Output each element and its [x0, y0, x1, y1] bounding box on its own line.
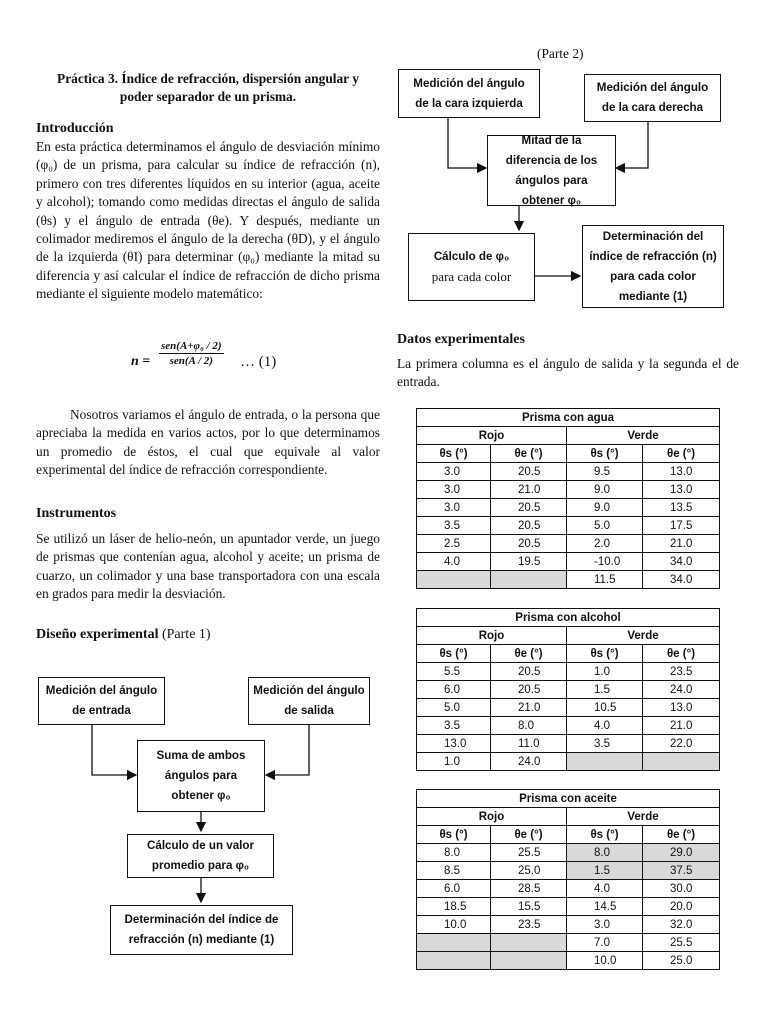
box-mitad-diferencia: Mitad de la diferencia de los ángulos para obtener φ₀ — [487, 135, 616, 206]
table-aceite — [416, 789, 720, 970]
table-row — [417, 717, 720, 735]
table-cell: 21.0 — [643, 535, 720, 553]
header-theta-s: θs (°) — [417, 826, 491, 844]
table-cell: 20.5 — [491, 663, 567, 681]
box-medicion-entrada: Medición del ángulo de entrada — [38, 677, 165, 725]
table-cell: 25.5 — [643, 934, 720, 952]
table-title: Prisma con alcohol — [417, 609, 720, 627]
table-cell: 15.5 — [491, 898, 567, 916]
header-theta-s: θs (°) — [567, 645, 643, 663]
table-row — [417, 535, 720, 553]
table-cell: 20.5 — [491, 499, 567, 517]
table-cell: 11.5 — [567, 571, 643, 589]
table-cell: 23.5 — [643, 663, 720, 681]
table-cell: 1.0 — [417, 753, 491, 771]
col-verde: Verde — [567, 627, 720, 645]
table-cell — [491, 952, 567, 970]
table-cell: 13.0 — [643, 463, 720, 481]
table-cell: 6.0 — [417, 880, 491, 898]
table-cell: 2.5 — [417, 535, 491, 553]
table-cell: 8.0 — [491, 717, 567, 735]
table-cell: 2.0 — [567, 535, 643, 553]
table-cell: 37.5 — [643, 862, 720, 880]
design-heading-title: Diseño experimental — [36, 627, 159, 642]
header-theta-e: θe (°) — [491, 826, 567, 844]
table-cell: 5.5 — [417, 663, 491, 681]
table-cell: 3.0 — [417, 499, 491, 517]
table-cell: 3.0 — [567, 916, 643, 934]
table-cell: 3.0 — [417, 463, 491, 481]
table-cell — [417, 571, 491, 589]
table-row — [417, 844, 720, 862]
table-cell: 24.0 — [643, 681, 720, 699]
table-cell: 4.0 — [417, 553, 491, 571]
table-cell — [567, 753, 643, 771]
arrow-izq-mitad — [448, 118, 486, 168]
col-rojo: Rojo — [417, 808, 567, 826]
header-theta-e: θe (°) — [643, 645, 720, 663]
table-cell: 4.0 — [567, 717, 643, 735]
box-calculo-color — [408, 233, 535, 301]
table-row — [417, 952, 720, 970]
arrow-der-mitad — [616, 122, 648, 168]
table-title: Prisma con agua — [417, 409, 720, 427]
formula-ref: … (1) — [240, 354, 277, 370]
table-cell: 7.0 — [567, 934, 643, 952]
table-cell: 10.0 — [567, 952, 643, 970]
table-cell — [417, 934, 491, 952]
box-valor-promedio: Cálculo de un valor promedio para φ₀ — [127, 834, 274, 878]
table-cell: 1.0 — [567, 663, 643, 681]
table-cell: 1.5 — [567, 681, 643, 699]
para-variation: Nosotros variamos el ángulo de entrada, o la persona que apreciaba la medida en varios actos, por lo que determinamos un promedio de éstos, el cual que equivale al valor experimental del índice de refracción correspondiente. — [36, 407, 380, 478]
col-rojo: Rojo — [417, 427, 567, 445]
box-determinacion-color: Determinación del índice de refracción (n) para cada color mediante (1) — [582, 225, 724, 308]
table-cell: 14.5 — [567, 898, 643, 916]
table-cell: 34.0 — [643, 553, 720, 571]
header-theta-s: θs (°) — [417, 645, 491, 663]
box-determinacion-indice: Determinación del índice de refracción (n) mediante (1) — [110, 905, 293, 955]
table-cell: 10.5 — [567, 699, 643, 717]
table-cell: 6.0 — [417, 681, 491, 699]
arrow-salida-suma — [266, 725, 309, 775]
header-theta-s: θs (°) — [567, 826, 643, 844]
arrow-entrada-suma — [92, 725, 136, 775]
table-row — [417, 916, 720, 934]
table-row — [417, 663, 720, 681]
table-cell: 3.0 — [417, 481, 491, 499]
table-cell: 9.5 — [567, 463, 643, 481]
box-calculo-color-line1: Cálculo de φ₀ — [433, 250, 510, 263]
table-cell — [417, 952, 491, 970]
formula-denominator: sen(A / 2) — [169, 355, 213, 367]
table-cell: 8.0 — [417, 844, 491, 862]
table-cell: 29.0 — [643, 844, 720, 862]
table-cell — [643, 753, 720, 771]
header-theta-e: θe (°) — [491, 445, 567, 463]
intro-text: En esta práctica determinamos el ángulo de desviación mínimo (φ₀) de un prisma, para calcular su índice de refracción (n), primero con tres diferentes líquidos en su interior (agua, aceite y alcohol); tomando como medidas directas el ángulo de salida (θs) y el ángulo de entrada (θe). Y después, mediante un colimador mediremos el ángulo de la derecha (θD), y el ángulo de la izquierda (θI) para determinar (φ₀) mediante la mitad su diferencia y así calcular el índice de refracción de dicho prisma mediante el siguiente modelo matemático: — [36, 139, 380, 302]
table-cell: 28.5 — [491, 880, 567, 898]
header-theta-s: θs (°) — [417, 445, 491, 463]
table-cell: 3.5 — [417, 717, 491, 735]
table-cell: 34.0 — [643, 571, 720, 589]
table-cell: 32.0 — [643, 916, 720, 934]
col-verde: Verde — [567, 427, 720, 445]
table-cell: 8.0 — [567, 844, 643, 862]
header-theta-e: θe (°) — [491, 645, 567, 663]
table-cell: 25.5 — [491, 844, 567, 862]
table-cell: 30.0 — [643, 880, 720, 898]
table-row — [417, 735, 720, 753]
table-cell: 1.5 — [567, 862, 643, 880]
table-cell: 23.5 — [491, 916, 567, 934]
table-cell: 20.5 — [491, 517, 567, 535]
box-cara-derecha: Medición del ángulo de la cara derecha — [584, 74, 721, 122]
table-cell: 25.0 — [491, 862, 567, 880]
header-theta-e: θe (°) — [643, 445, 720, 463]
table-cell: 22.0 — [643, 735, 720, 753]
table-cell: 8.5 — [417, 862, 491, 880]
table-cell: 20.5 — [491, 535, 567, 553]
table-cell: 20.5 — [491, 463, 567, 481]
table-cell: 11.0 — [491, 735, 567, 753]
table-row — [417, 681, 720, 699]
table-cell: 3.5 — [567, 735, 643, 753]
part2-label: (Parte 2) — [537, 46, 584, 61]
paper-title-line2: poder separador de un prisma. — [119, 89, 297, 104]
table-cell: 19.5 — [491, 553, 567, 571]
table-cell: 13.0 — [643, 699, 720, 717]
table-cell: 13.0 — [643, 481, 720, 499]
table-cell — [491, 571, 567, 589]
table-cell: 24.0 — [491, 753, 567, 771]
table-cell: 21.0 — [491, 699, 567, 717]
instruments-heading: Instrumentos — [36, 506, 117, 521]
table-cell: 13.5 — [643, 499, 720, 517]
table-row — [417, 862, 720, 880]
table-row — [417, 571, 720, 589]
data-text: La primera columna es el ángulo de salida y la segunda el de entrada. — [397, 356, 739, 390]
table-cell: -10.0 — [567, 553, 643, 571]
table-row — [417, 753, 720, 771]
table-cell: 20.5 — [491, 681, 567, 699]
table-row — [417, 880, 720, 898]
col-rojo: Rojo — [417, 627, 567, 645]
table-row — [417, 481, 720, 499]
table-cell: 21.0 — [491, 481, 567, 499]
instruments-text: Se utilizó un láser de helio-neón, un apuntador verde, un juego de prismas que contenían agua, alcohol y aceite; un prisma de cuarzo, un colimador y una base transportadora con una escala en grados para medir la desviación. — [36, 531, 380, 602]
table-cell: 5.0 — [567, 517, 643, 535]
intro-heading: Introducción — [36, 121, 114, 136]
box-suma-angulos: Suma de ambos ángulos para obtener φ₀ — [137, 740, 265, 812]
table-cell: 10.0 — [417, 916, 491, 934]
header-theta-e: θe (°) — [643, 826, 720, 844]
table-row — [417, 934, 720, 952]
table-cell — [491, 934, 567, 952]
table-cell: 9.0 — [567, 499, 643, 517]
table-cell: 17.5 — [643, 517, 720, 535]
box-medicion-salida: Medición del ángulo de salida — [248, 677, 370, 725]
header-theta-s: θs (°) — [567, 445, 643, 463]
paper-title-line1: Práctica 3. Índice de refracción, dispersión angular y — [57, 71, 359, 86]
table-cell: 25.0 — [643, 952, 720, 970]
data-heading: Datos experimentales — [397, 332, 525, 347]
col-verde: Verde — [567, 808, 720, 826]
formula-lhs: n = — [131, 354, 151, 369]
table-cell: 21.0 — [643, 717, 720, 735]
table-cell: 18.5 — [417, 898, 491, 916]
table-alcohol — [416, 608, 720, 771]
table-cell: 4.0 — [567, 880, 643, 898]
table-title: Prisma con aceite — [417, 790, 720, 808]
table-cell: 3.5 — [417, 517, 491, 535]
table-row — [417, 463, 720, 481]
box-calculo-color-line2: para cada color — [431, 269, 512, 284]
table-agua — [416, 408, 720, 589]
table-cell: 13.0 — [417, 735, 491, 753]
table-row — [417, 499, 720, 517]
table-cell: 5.0 — [417, 699, 491, 717]
formula-numerator: sen(A+φ₀ / 2) — [161, 340, 222, 352]
design-heading-part: (Parte 1) — [161, 627, 211, 642]
table-row — [417, 517, 720, 535]
table-row — [417, 898, 720, 916]
table-row — [417, 699, 720, 717]
table-row — [417, 553, 720, 571]
box-cara-izquierda: Medición del ángulo de la cara izquierda — [398, 69, 540, 118]
table-cell: 9.0 — [567, 481, 643, 499]
table-cell: 20.0 — [643, 898, 720, 916]
